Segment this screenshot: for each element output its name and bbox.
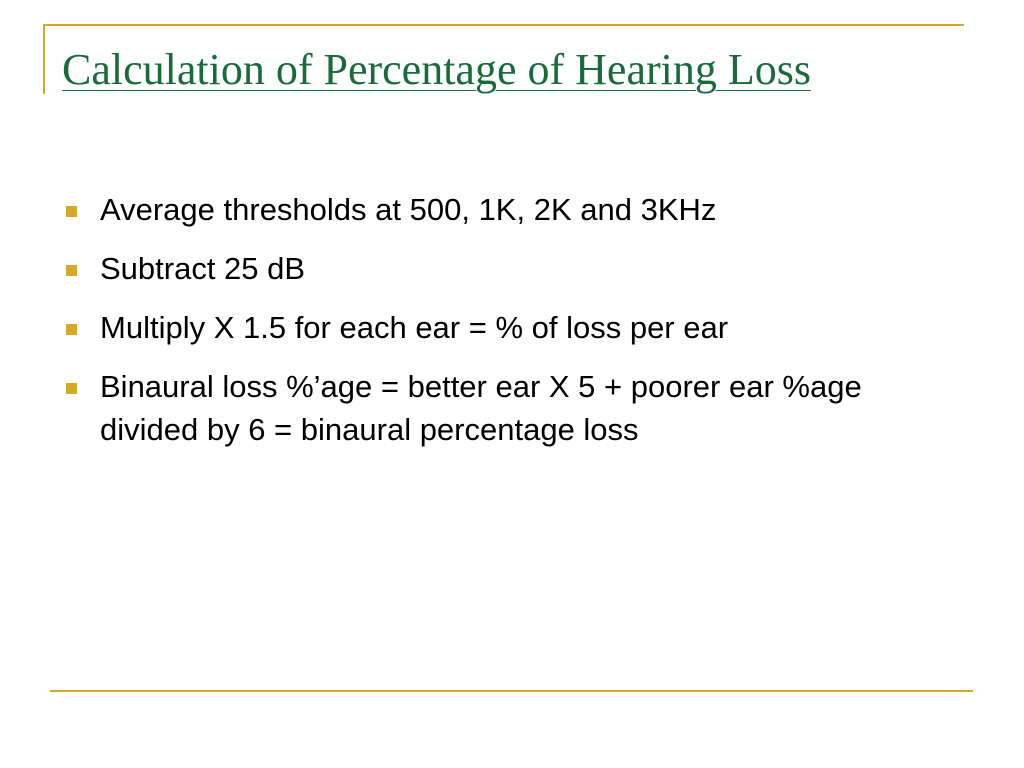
frame-left-rule bbox=[43, 24, 45, 94]
bullet-item bbox=[66, 306, 966, 349]
bullet-item bbox=[66, 188, 966, 231]
bullet-text: Average thresholds at 500, 1K, 2K and 3KHz bbox=[100, 192, 717, 227]
slide-title: Calculation of Percentage of Hearing Loss bbox=[62, 45, 811, 94]
bullet-text: Multiply X 1.5 for each ear = % of loss per ear bbox=[100, 310, 729, 345]
bullet-item bbox=[66, 365, 966, 451]
bullet-text: Binaural loss %’age = better ear X 5 + poorer ear %age divided by 6 = binaural percentage loss bbox=[100, 369, 862, 447]
square-bullet-icon bbox=[66, 265, 77, 276]
bullet-list bbox=[66, 188, 966, 467]
frame-bottom-rule bbox=[50, 690, 973, 692]
bullet-text: Subtract 25 dB bbox=[100, 251, 306, 286]
square-bullet-icon bbox=[66, 206, 77, 217]
square-bullet-icon bbox=[66, 324, 77, 335]
frame-top-rule bbox=[43, 24, 964, 26]
bullet-item bbox=[66, 247, 966, 290]
square-bullet-icon bbox=[66, 383, 77, 394]
